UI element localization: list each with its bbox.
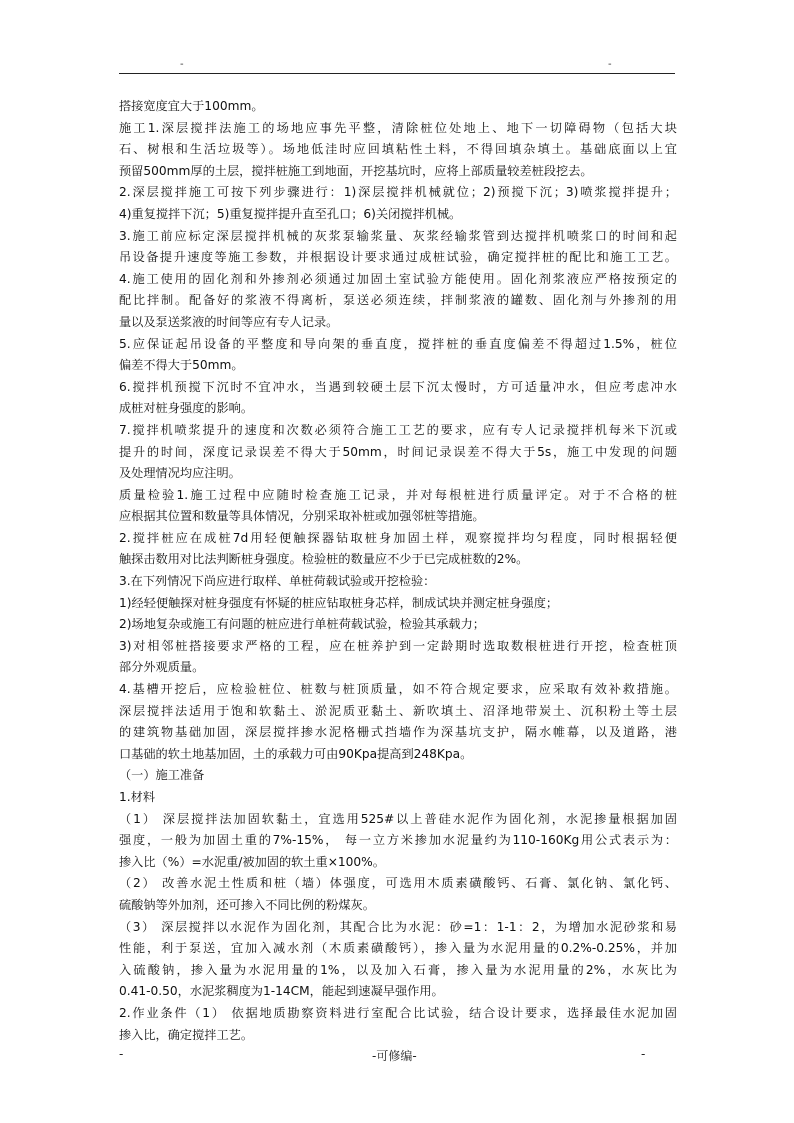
text-line: 性能，利于泵送，宜加入减水剂（木质素磺酸钙），掺入量为水泥用量的0.2%-0.25%，并加 <box>119 941 677 956</box>
footer-left-mark: - <box>119 1047 124 1061</box>
text-line: （一）施工准备 <box>119 768 205 783</box>
text-line: 2)场地复杂或施工有问题的桩应进行单桩荷载试验，检验其承载力； <box>119 617 485 632</box>
text-line: 成桩对桩身强度的影响。 <box>119 401 254 416</box>
text-line: 及处理情况均应注明。 <box>119 466 241 481</box>
text-line: 2.搅拌桩应在成桩7d用轻便触探器钻取桩身加固土样，观察搅拌均匀程度，同时根据轻便 <box>119 530 677 545</box>
text-line: 的建筑物基础加固，深层搅拌掺水泥格栅式挡墙作为深基坑支护，隔水帷幕，以及道路，港 <box>119 725 677 740</box>
text-line: 质量检验1.施工过程中应随时检查施工记录，并对每根桩进行质量评定。对于不合格的桩 <box>119 487 677 502</box>
text-line: 3)对相邻桩搭接要求严格的工程，应在桩养护到一定龄期时选取数根桩进行开挖，检查桩顶 <box>119 638 677 653</box>
document-body <box>119 96 677 1046</box>
text-line: 口基础的软土地基加固，土的承载力可由90Kpa提高到248Kpa。 <box>119 746 473 761</box>
text-line: 1)经轻便触探对桩身强度有怀疑的桩应钻取桩身芯样，制成试块并测定桩身强度； <box>119 595 559 610</box>
text-line: 4)重复搅拌下沉；5)重复搅拌提升直至孔口；6)关闭搅拌机械。 <box>119 206 462 221</box>
text-line: 3.在下列情况下尚应进行取样、单桩荷载试验或开挖检验： <box>119 574 436 589</box>
text-line: 硫酸钠等外加剂，还可掺入不同比例的粉煤灰。 <box>119 897 375 912</box>
text-line: 配比拌制。配备好的浆液不得离析，泵送必须连续，拌制浆液的罐数、固化剂与外掺剂的用 <box>119 293 677 308</box>
text-line: 强度，一般为加固土重的7%-15%， 每一立方米掺加水泥量约为110-160Kg用公式表示为： <box>119 833 677 848</box>
text-line: 触探击数用对比法判断桩身强度。检验桩的数量应不少于已完成桩数的2%。 <box>119 552 529 567</box>
text-line: 7.搅拌机喷浆提升的速度和次数必须符合施工工艺的要求，应有专人记录搅拌机每米下沉或 <box>119 422 677 437</box>
text-line: 0.41-0.50，水泥浆稠度为1-14CM，能起到速凝早强作用。 <box>119 984 444 999</box>
footer-right-mark: - <box>641 1047 646 1061</box>
text-line: 掺入比，确定搅拌工艺。 <box>119 1027 254 1042</box>
text-line: （1） 深层搅拌法加固软黏土，宜选用525#以上普硅水泥作为固化剂，水泥掺量根据加固 <box>119 811 677 826</box>
text-line: 4.施工使用的固化剂和外掺剂必须通过加固土室试验方能使用。固化剂浆液应严格按预定的 <box>119 271 677 286</box>
text-line: 4.基槽开挖后，应检验桩位、桩数与桩顶质量，如不符合规定要求，应采取有效补救措施。 <box>119 682 677 697</box>
text-line: 1.材料 <box>119 790 156 804</box>
header-rule <box>119 73 675 74</box>
text-line: （3） 深层搅拌以水泥作为固化剂，其配合比为水泥：砂=1：1-1：2，为增加水泥砂浆和易 <box>119 919 677 934</box>
text-line: 量以及泵送浆液的时间等应有专人记录。 <box>119 314 339 329</box>
text-line: 石、树根和生活垃圾等）。场地低洼时应回填粘性土料，不得回填杂填土。基础底面以上宜 <box>119 142 677 157</box>
text-line: 6.搅拌机预搅下沉时不宜冲水，当遇到较硬土层下沉太慢时，方可适量冲水，但应考虑冲水 <box>119 379 677 394</box>
text-line: 偏差不得大于50mm。 <box>119 358 244 373</box>
text-line: 2.作业条件（1） 依据地质勘察资料进行室配合比试验，结合设计要求，选择最佳水泥加固 <box>119 1005 677 1020</box>
text-line: 提升的时间，深度记录误差不得大于50mm，时间记录误差不得大于5s，施工中发现的问题 <box>119 444 677 459</box>
text-line: 施工1.深层搅拌法施工的场地应事先平整，清除桩位处地上、地下一切障碍物（包括大块 <box>119 120 677 135</box>
text-line: 吊设备提升速度等施工参数，并根据设计要求通过成桩试验，确定搅拌桩的配比和施工工艺。 <box>119 250 677 265</box>
header-right-mark: - <box>608 59 612 70</box>
footer-center-text: -可修编- <box>372 1049 417 1063</box>
text-line: 5.应保证起吊设备的平整度和导向架的垂直度，搅拌桩的垂直度偏差不得超过1.5%，桩位 <box>119 336 677 351</box>
text-line: 3.施工前应标定深层搅拌机械的灰浆泵输浆量、灰浆经输浆管到达搅拌机喷浆口的时间和起 <box>119 228 677 243</box>
text-line: 预留500mm厚的土层，搅拌桩施工到地面，开挖基坑时，应将上部质量较差桩段挖去。 <box>119 163 593 178</box>
text-line: 入硫酸钠，掺入量为水泥用量的1%，以及加入石膏，掺入量为水泥用量的2%，水灰比为 <box>119 962 677 977</box>
text-line: 部分外观质量。 <box>119 660 205 675</box>
text-line: 搭接宽度宜大于100mm。 <box>119 99 264 113</box>
header-left-mark: - <box>180 59 184 70</box>
text-line: 2.深层搅拌施工可按下列步骤进行：1)深层搅拌机械就位；2)预搅下沉；3)喷浆搅拌提升； <box>119 185 677 200</box>
text-line: 应根据其位置和数量等具体情况，分别采取补桩或加强邻桩等措施。 <box>119 509 485 524</box>
text-line: 深层搅拌法适用于饱和软黏土、淤泥质亚黏土、新吹填土、沼泽地带炭土、沉积粉土等土层 <box>119 703 677 718</box>
text-line: 掺入比（%）=水泥重/被加固的软土重×100%。 <box>119 854 385 869</box>
text-line: （2） 改善水泥土性质和桩（墙）体强度，可选用木质素磺酸钙、石膏、氯化钠、氯化钙、 <box>119 876 677 891</box>
